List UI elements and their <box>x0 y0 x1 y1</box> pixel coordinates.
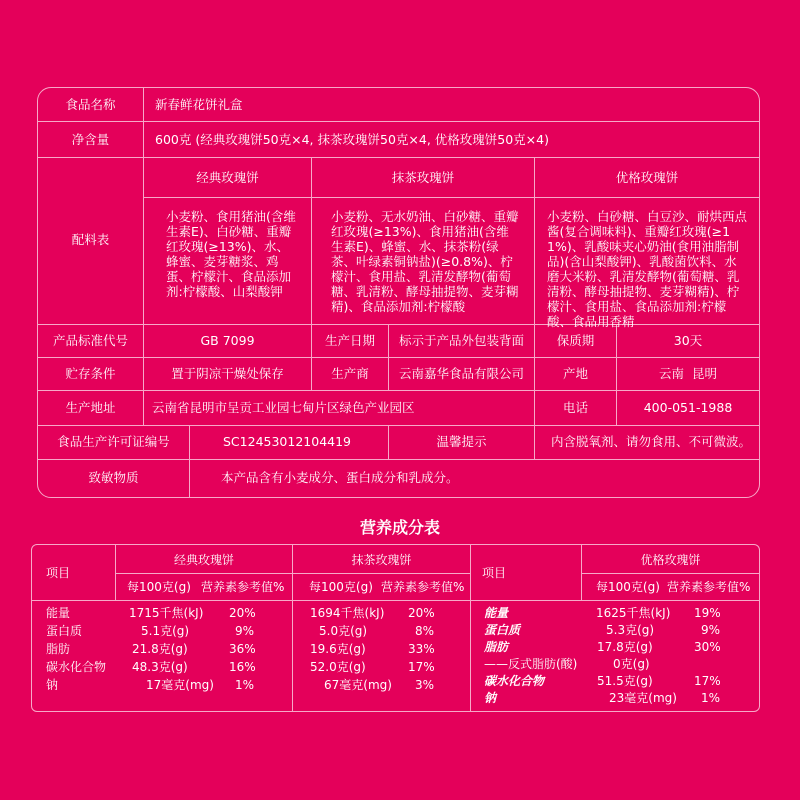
production-date-label: 生产日期 <box>324 333 375 348</box>
classic-value: 48.3克(g) <box>132 660 188 674</box>
nutrient-right-sodium: 钠 <box>484 691 497 705</box>
tips-value: 内含脱氧剂、请勿食用、不可微波。 <box>551 434 752 449</box>
nutrition-yogurt-header: 优格玫瑰饼 <box>640 553 701 567</box>
yogurt-nrv: 19% <box>694 606 721 620</box>
matcha-nrv: 20% <box>408 606 435 620</box>
nutrition-classic-per100: 每100克(g) <box>127 580 191 594</box>
yogurt-value: 1625千焦(kJ) <box>596 606 671 620</box>
phone-value: 400-051-1988 <box>643 400 733 415</box>
classic-nrv: 1% <box>235 678 255 692</box>
standard-value: GB 7099 <box>200 333 255 348</box>
net-content-value: 600克 (经典玫瑰饼50克×4, 抹茶玫瑰饼50克×4, 优格玫瑰饼50克×4) <box>155 132 549 147</box>
nutrition-item-header-left: 项目 <box>46 566 71 580</box>
matcha-value: 19.6克(g) <box>310 642 366 656</box>
nutrient-left-protein: 蛋白质 <box>46 624 83 638</box>
nutrition-item-header-right: 项目 <box>482 566 507 580</box>
yogurt-value: 23毫克(mg) <box>609 691 677 705</box>
classic-value: 5.1克(g) <box>141 624 190 638</box>
food-name-value: 新春鲜花饼礼盒 <box>155 97 243 112</box>
variant-header-classic: 经典玫瑰饼 <box>196 170 259 185</box>
license-value: SC12453012104419 <box>223 434 352 449</box>
storage-value: 置于阴凉干燥处保存 <box>171 366 284 381</box>
address-label: 生产地址 <box>65 400 116 415</box>
yogurt-value: 17.8克(g) <box>597 640 653 654</box>
allergen-value: 本产品含有小麦成分、蛋白成分和乳成分。 <box>221 470 459 485</box>
variant-header-yogurt: 优格玫瑰饼 <box>615 170 679 185</box>
matcha-value: 5.0克(g) <box>319 624 368 638</box>
maker-label: 生产商 <box>331 366 369 381</box>
nutrition-matcha-per100: 每100克(g) <box>309 580 373 594</box>
matcha-value: 52.0克(g) <box>310 660 366 674</box>
nutrition-matcha-header: 抹茶玫瑰饼 <box>351 553 412 567</box>
matcha-nrv: 33% <box>408 642 435 656</box>
classic-value: 17毫克(mg) <box>146 678 214 692</box>
shelf-life-value: 30天 <box>673 333 703 348</box>
allergen-label: 致敏物质 <box>88 470 139 485</box>
yogurt-nrv: 9% <box>701 623 721 637</box>
yogurt-nrv: 30% <box>694 640 721 654</box>
nutrition-yogurt-nrv: 营养素参考值% <box>667 580 751 594</box>
matcha-nrv: 17% <box>408 660 435 674</box>
origin-value: 云南 昆明 <box>659 366 717 381</box>
nutrient-right-protein: 蛋白质 <box>484 623 521 637</box>
standard-label: 产品标准代号 <box>52 333 128 348</box>
classic-value: 1715千焦(kJ) <box>129 606 204 620</box>
matcha-nrv: 8% <box>415 624 435 638</box>
nutrition-title: 营养成分表 <box>359 518 440 537</box>
license-label: 食品生产许可证编号 <box>57 434 170 449</box>
nutrition-classic-header: 经典玫瑰饼 <box>173 553 234 567</box>
net-content-label: 净含量 <box>71 132 110 147</box>
food-name-label: 食品名称 <box>65 97 116 112</box>
storage-label: 贮存条件 <box>65 366 116 381</box>
production-date-value: 标示于产品外包装背面 <box>398 333 524 348</box>
nutrient-right-carbs: 碳水化合物 <box>484 674 545 688</box>
yogurt-value: 0克(g) <box>613 657 650 671</box>
nutrient-right-energy: 能量 <box>484 606 509 620</box>
matcha-value: 67毫克(mg) <box>324 678 392 692</box>
ingredients-yogurt: 小麦粉、白砂糖、白豆沙、耐烘西点酱(复合调味料)、重瓣红玫瑰(≥11%)、乳酸味夹心奶油(食用油脂制品)(含山梨酸钾)、乳酸菌饮料、水磨大米粉、乳清发酵物(葡萄糖、乳清粉、酵母抽提物、麦芽糊精)、柠檬汁、食用盐、食品添加剂:柠檬酸、食品用香精 <box>547 209 748 329</box>
phone-label: 电话 <box>562 400 588 415</box>
ingredients-matcha: 小麦粉、无水奶油、白砂糖、重瓣红玫瑰(≥13%)、食用猪油(含维生素E)、蜂蜜、水、抹茶粉(绿茶、叶绿素铜钠盐)(≥0.8%)、柠檬汁、食用盐、乳清发酵物(葡萄糖、乳清粉、酵母抽提物、麦芽糊精)、食品添加剂:柠檬酸 <box>331 209 519 314</box>
variant-header-matcha: 抹茶玫瑰饼 <box>391 170 455 185</box>
nutrition-classic-nrv: 营养素参考值% <box>201 580 285 594</box>
classic-nrv: 9% <box>235 624 255 638</box>
classic-nrv: 36% <box>229 642 256 656</box>
shelf-life-label: 保质期 <box>556 333 595 348</box>
nutrient-left-carbs: 碳水化合物 <box>46 660 107 674</box>
classic-value: 21.8克(g) <box>132 642 188 656</box>
nutrient-right-fat: 脂肪 <box>484 640 509 654</box>
matcha-nrv: 3% <box>415 678 435 692</box>
nutrient-left-energy: 能量 <box>46 606 71 620</box>
yogurt-nrv: 17% <box>694 674 721 688</box>
nutrition-matcha-nrv: 营养素参考值% <box>381 580 465 594</box>
nutrient-right-trans-fat: ——反式脂肪(酸) <box>484 657 578 671</box>
tips-label: 温馨提示 <box>436 434 487 449</box>
classic-nrv: 16% <box>229 660 256 674</box>
nutrient-left-sodium: 钠 <box>46 678 59 692</box>
yogurt-value: 5.3克(g) <box>606 623 655 637</box>
yogurt-nrv: 1% <box>701 691 721 705</box>
nutrient-left-fat: 脂肪 <box>46 642 71 656</box>
nutrition-yogurt-per100: 每100克(g) <box>596 580 660 594</box>
matcha-value: 1694千焦(kJ) <box>310 606 385 620</box>
yogurt-value: 51.5克(g) <box>597 674 653 688</box>
origin-label: 产地 <box>562 366 588 381</box>
ingredients-label: 配料表 <box>71 232 110 247</box>
ingredients-classic: 小麦粉、食用猪油(含维生素E)、白砂糖、重瓣红玫瑰(≥13%)、水、蜂蜜、麦芽糖浆、鸡蛋、柠檬汁、食品添加剂:柠檬酸、山梨酸钾 <box>166 209 296 299</box>
maker-value: 云南嘉华食品有限公司 <box>398 366 524 381</box>
address-value: 云南省昆明市呈贡工业园七甸片区绿色产业园区 <box>152 400 415 415</box>
classic-nrv: 20% <box>229 606 256 620</box>
